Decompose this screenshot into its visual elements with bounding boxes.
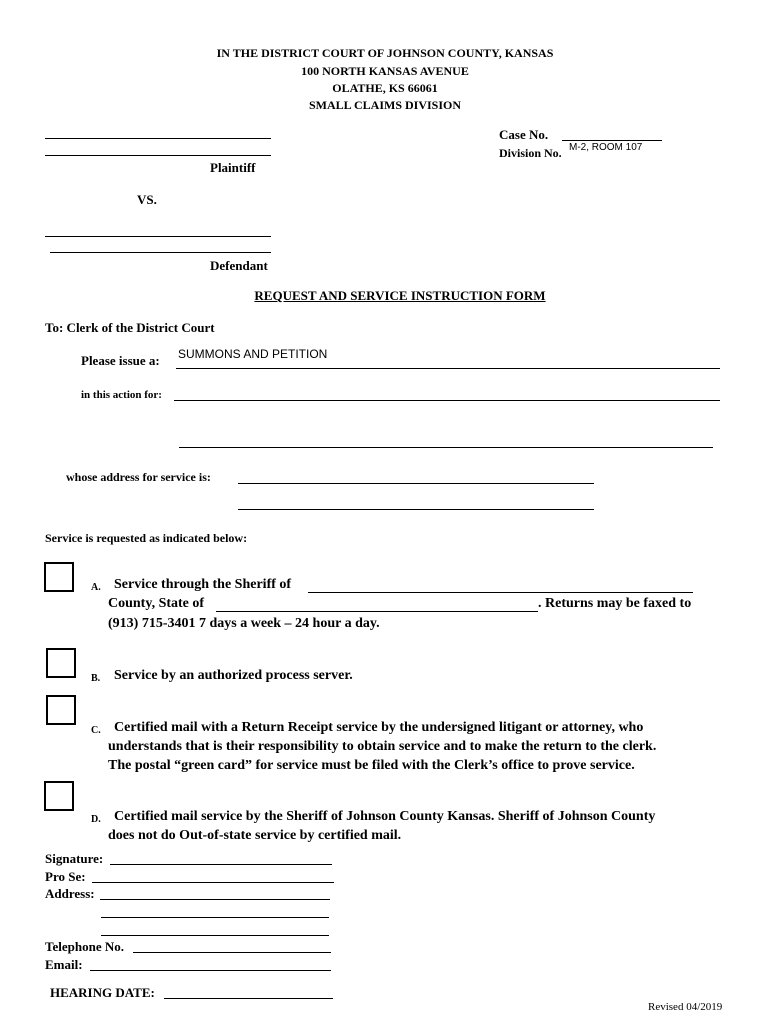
court-name: IN THE DISTRICT COURT OF JOHNSON COUNTY, KANSAS	[216, 46, 554, 60]
service-address-label: whose address for service is:	[66, 470, 211, 484]
address-label: Address:	[45, 886, 95, 901]
case-no-field[interactable]	[562, 140, 662, 141]
signature-field[interactable]	[110, 864, 332, 865]
pro-se-field[interactable]	[92, 882, 334, 883]
option-c-line3: The postal “green card” for service must be filed with the Clerk’s office to prove service.	[108, 758, 635, 773]
service-address-field-2[interactable]	[238, 509, 594, 510]
option-c-letter: C.	[91, 725, 101, 736]
option-c-line2: understands that is their responsibility to obtain service and to make the return to the clerk.	[108, 739, 657, 754]
plaintiff-line-1[interactable]	[45, 138, 271, 139]
option-d-checkbox[interactable]	[44, 781, 74, 811]
court-division: SMALL CLAIMS DIVISION	[308, 98, 462, 112]
option-d-letter: D.	[91, 814, 101, 825]
signature-label: Signature:	[45, 851, 104, 866]
option-a-line2a: County, State of	[108, 596, 205, 611]
plaintiff-label: Plaintiff	[210, 160, 256, 175]
address-field-1[interactable]	[100, 899, 330, 900]
option-a-line3: (913) 715-3401 7 days a week – 24 hour a day.	[108, 616, 380, 631]
division-no-label: Division No.	[499, 146, 562, 160]
telephone-field[interactable]	[133, 952, 331, 953]
option-a-line1: Service through the Sheriff of	[114, 577, 292, 592]
case-no-label: Case No.	[499, 127, 549, 142]
in-this-action-label: in this action for:	[81, 389, 162, 401]
please-issue-field[interactable]	[176, 368, 720, 369]
service-address-field-1[interactable]	[238, 483, 594, 484]
please-issue-value[interactable]: SUMMONS AND PETITION	[178, 347, 328, 361]
vs-label: VS.	[137, 192, 157, 207]
option-d-line2: does not do Out-of-state service by certified mail.	[108, 828, 402, 843]
email-field[interactable]	[90, 970, 331, 971]
address-field-3[interactable]	[101, 935, 329, 936]
service-requested-heading: Service is requested as indicated below:	[45, 531, 248, 545]
revised-date: Revised 04/2019	[648, 1001, 723, 1013]
option-b-letter: B.	[91, 673, 101, 684]
address-field-2[interactable]	[101, 917, 329, 918]
court-street: 100 NORTH KANSAS AVENUE	[301, 64, 469, 78]
email-label: Email:	[45, 957, 83, 972]
please-issue-label: Please issue a:	[81, 353, 160, 368]
option-d-line1: Certified mail service by the Sheriff of Johnson County Kansas. Sheriff of Johnson County	[114, 809, 656, 824]
hearing-date-label: HEARING DATE:	[50, 985, 155, 1000]
court-city: OLATHE, KS 66061	[332, 81, 438, 95]
defendant-line-2[interactable]	[50, 252, 271, 253]
hearing-date-field[interactable]	[164, 998, 333, 999]
sheriff-county-field[interactable]	[308, 592, 693, 593]
option-c-checkbox[interactable]	[46, 695, 76, 725]
option-a-letter: A.	[91, 582, 101, 593]
to-clerk: To: Clerk of the District Court	[45, 320, 215, 335]
defendant-label: Defendant	[210, 258, 268, 273]
state-field[interactable]	[216, 611, 538, 612]
defendant-line-1[interactable]	[45, 236, 271, 237]
in-this-action-field-2[interactable]	[179, 447, 713, 448]
in-this-action-field-1[interactable]	[174, 400, 720, 401]
pro-se-label: Pro Se:	[45, 869, 86, 884]
plaintiff-line-2[interactable]	[45, 155, 271, 156]
option-b-line1: Service by an authorized process server.	[114, 668, 353, 683]
option-b-checkbox[interactable]	[46, 648, 76, 678]
telephone-label: Telephone No.	[45, 939, 124, 954]
division-no-value[interactable]: M-2, ROOM 107	[569, 142, 643, 153]
option-a-checkbox[interactable]	[44, 562, 74, 592]
option-a-line2b: . Returns may be faxed to	[538, 596, 692, 611]
option-c-line1: Certified mail with a Return Receipt service by the undersigned litigant or attorney, who	[114, 720, 644, 735]
form-title: REQUEST AND SERVICE INSTRUCTION FORM	[254, 288, 546, 303]
